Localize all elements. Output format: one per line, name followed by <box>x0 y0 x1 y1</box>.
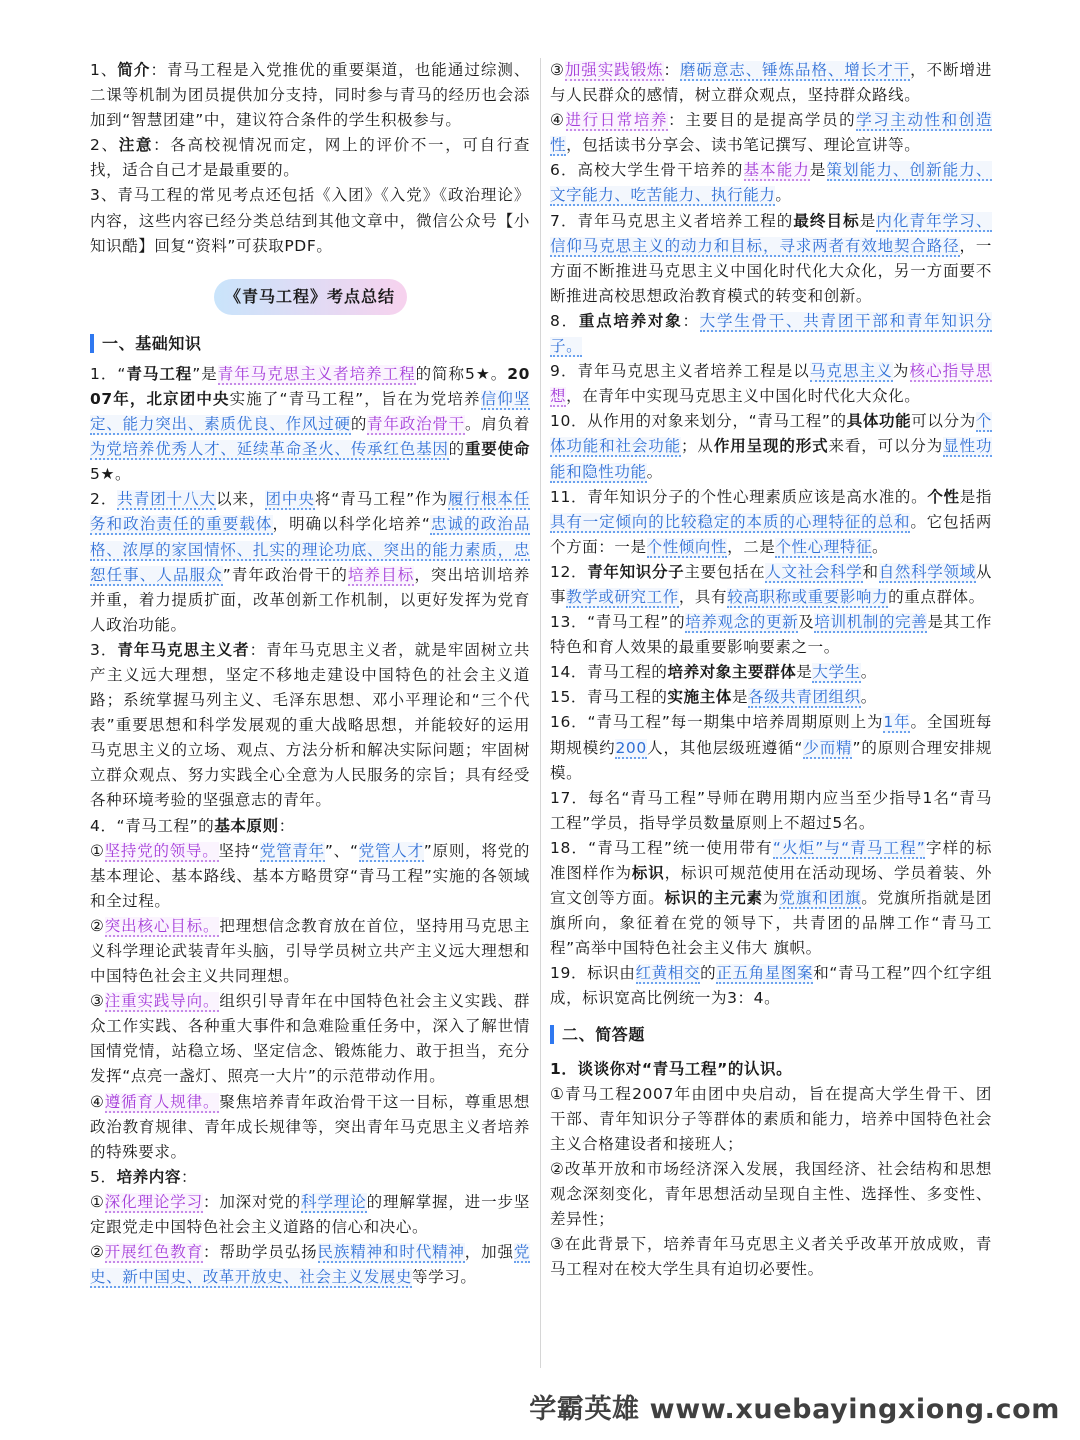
item-5 <box>90 1165 530 1190</box>
text-segment: 个体功能和社会功能 <box>550 412 992 456</box>
content-4 <box>550 108 992 158</box>
text-segment: 200 <box>615 738 647 757</box>
text-segment: 基本能力 <box>743 161 810 180</box>
section-heading-short-answer: 二、简答题 <box>550 1022 992 1047</box>
principle-4 <box>90 1090 530 1165</box>
intro-3-text: 3、青马工程的常见考点还包括《入团》《入党》《政治理论》内容，这些内容已经分类总结到其他文章中，微信公众号【小知识酷】回复“资料”可获取PDF。 <box>90 186 530 255</box>
text-segment: 1．“ <box>90 364 126 383</box>
text-segment: 忠诚的政治品格、浓厚的家国情怀、扎实的理论功底、突出的能力素质，忠恕任事、人品服众 <box>90 515 530 584</box>
text-segment: 加强实践锻炼 <box>564 61 664 79</box>
text-segment: 策划能力、创新能力、文字能力、吃苦能力、执行能力 <box>550 161 992 205</box>
text-segment: 的重点群体。 <box>888 587 985 606</box>
text-segment: 是 <box>731 688 749 707</box>
right-column <box>550 58 992 1283</box>
text-segment: 可以分为 <box>911 412 976 431</box>
content-1 <box>90 1190 530 1240</box>
text-segment: ：帮助学员弘扬 <box>202 1243 318 1262</box>
text-segment: 坚持“ <box>218 841 260 860</box>
item-3 <box>90 638 530 814</box>
item-16 <box>550 710 992 785</box>
text-segment: 8． <box>550 311 579 330</box>
text-segment: ② <box>90 916 105 935</box>
text-segment: 。 <box>860 688 877 707</box>
text-segment: 9．青年马克思主义者培养工程是以 <box>550 362 810 381</box>
text-segment: ③ <box>90 992 105 1011</box>
text-segment: 注重实践导向。 <box>104 992 220 1011</box>
text-segment: ： <box>663 61 680 79</box>
item-7 <box>550 209 992 309</box>
text-segment: 人，其他层级班遵循“ <box>646 738 804 757</box>
answer-2 <box>550 1157 992 1232</box>
text-segment: 作用呈现的形式 <box>713 437 829 456</box>
text-segment: ，具有 <box>678 587 728 606</box>
text-segment: ： <box>682 311 700 330</box>
text-segment: ，明确以科学化培养“ <box>272 515 431 534</box>
text-segment: 为 <box>762 889 780 908</box>
text-segment: 等学习。 <box>412 1268 477 1287</box>
text-segment: 和 <box>862 562 879 581</box>
text-segment: 17．每名“青马工程”导师在聘用期内应当至少指导1名“青马工程”学员，指导学员数量原则上不超过5名。 <box>550 788 992 832</box>
question-1 <box>550 1057 992 1082</box>
text-segment: 党旗和团旗 <box>779 889 862 908</box>
text-segment: 履行根本任务和政治责任的重要载体 <box>90 490 530 534</box>
text-segment: 来看，可以分为 <box>828 437 944 456</box>
text-segment: 培养对象主要群体 <box>667 663 797 682</box>
text-segment: ③在此背景下，培养青年马克思主义者关乎改革开放成败，青马工程对在校大学生具有迫切必要性。 <box>550 1235 992 1279</box>
text-segment: 青年知识分子 <box>587 562 685 581</box>
text-segment: ”、“ <box>324 841 359 860</box>
text-segment: 。 <box>872 537 889 556</box>
intro-2-label: 注意 <box>118 136 154 155</box>
text-segment: 。 <box>646 462 663 481</box>
text-segment: 为党培养优秀人才、延续革命圣火、传承红色基因 <box>90 440 449 459</box>
text-segment: 具体功能 <box>846 412 912 431</box>
text-segment: 12． <box>550 562 588 581</box>
text-segment: ，包括读书分享会、读书笔记撰写、理论宣讲等。 <box>566 136 921 155</box>
answer-3 <box>550 1232 992 1282</box>
text-segment: 18．“青马工程”统一使用带有 <box>550 838 773 857</box>
text-segment: 个性心理特征 <box>775 537 873 556</box>
text-segment: 以来， <box>216 490 266 509</box>
text-segment: ④ <box>90 1092 105 1111</box>
text-segment: 团中央 <box>265 490 315 509</box>
text-segment: 具有一定倾向的比较稳定的本质的心理特征的总和 <box>550 512 911 531</box>
text-segment: ： <box>180 1167 198 1186</box>
text-segment: 各级共青团组织 <box>748 688 861 707</box>
text-segment: 1．谈谈你对“青马工程”的认识。 <box>550 1059 793 1078</box>
text-segment: ；从 <box>681 437 714 456</box>
text-segment: 党管青年 <box>259 841 325 860</box>
item-6 <box>550 158 992 208</box>
text-segment: 培养目标 <box>347 565 415 584</box>
text-segment: 少而精 <box>803 738 853 757</box>
item-15 <box>550 685 992 710</box>
text-segment: 科学理论 <box>301 1192 367 1211</box>
text-segment: ，加强 <box>464 1243 514 1262</box>
text-segment: 培训机制的完善 <box>814 613 928 632</box>
text-segment: 和“青马工程”四个红字组成，标识宽高比例统一为3：4。 <box>550 964 992 1008</box>
text-segment: ，标识可规范使用在活动现场、学员着装、外宣文创等方面。 <box>550 864 992 908</box>
text-segment: 青年马克思主义者 <box>117 640 250 659</box>
intro-1-number: 1、 <box>90 61 118 79</box>
footer-watermark: 学霸英雄 www.xuebayingxiong.com <box>529 1394 1060 1425</box>
text-segment: 实施主体 <box>667 688 732 707</box>
text-segment: 共青团十八大 <box>117 490 217 509</box>
text-segment: 青马工程 <box>125 364 193 383</box>
text-segment: 是 <box>859 211 877 230</box>
text-segment: ① <box>90 841 105 860</box>
item-11 <box>550 485 992 560</box>
text-segment: ，突出培训培养并重，着力提质扩面，改革创新工作机制，以更好发挥为党育人政治功能。 <box>90 565 530 634</box>
text-segment: 青年政治骨干 <box>367 415 465 434</box>
text-segment: “火炬”与“青马工程” <box>772 838 926 857</box>
text-segment: 突出核心目标。 <box>104 916 220 935</box>
text-segment: 标识的主元素 <box>664 889 763 908</box>
text-segment: 正五角星图案 <box>716 964 814 983</box>
text-segment: 显性功能和隐性功能 <box>550 437 993 481</box>
text-segment: 组织引导青年在中国特色社会主义实践、群众工作实践、各种重大事件和急难险重任务中，深入了解世情国情党情，站稳立场、坚定信念、锻炼能力、敢于担当，充分发挥“点亮一盏灯、照亮一大片”的示范带动作用。 <box>90 992 530 1086</box>
item-1 <box>90 362 530 487</box>
text-segment: 开展红色教育 <box>104 1243 203 1262</box>
intro-1 <box>90 58 530 133</box>
text-segment: 把理想信念教育放在首位，坚持用马克思主义科学理论武装青年头脑，引导学员树立共产主义远大理想和中国特色社会主义共同理想。 <box>90 916 530 986</box>
page-title: 《青马工程》考点总结 <box>214 279 407 315</box>
text-segment: 大学生 <box>812 663 861 682</box>
text-segment: 5． <box>90 1167 117 1186</box>
text-segment: ”青年政治骨干的 <box>222 565 348 584</box>
section-heading-basic-knowledge: 一、基础知识 <box>90 331 530 356</box>
item-2 <box>90 487 530 638</box>
item-8 <box>550 309 992 359</box>
text-segment: 是指 <box>959 487 992 506</box>
intro-2-number: 2、 <box>90 136 119 155</box>
text-segment: 自然科学领域 <box>878 562 976 581</box>
text-segment: 2． <box>90 490 118 509</box>
item-14 <box>550 660 992 685</box>
left-column <box>90 58 530 1290</box>
text-segment: 。 <box>775 186 792 205</box>
text-segment: ，二是 <box>727 537 776 556</box>
text-segment: 4．“青马工程”的 <box>90 816 215 835</box>
text-segment: ，一方面不断推进马克思主义中国化时代化大众化，另一方面要不断推进高校思想政治教育模式的转变和创新。 <box>550 236 992 305</box>
text-segment: ②改革开放和市场经济深入发展，我国经济、社会结构和思想观念深刻变化，青年思想活动呈现自主性、选择性、多变性、差异性； <box>550 1160 992 1229</box>
text-segment: 坚持党的领导。 <box>104 841 219 860</box>
text-segment: 教学或研究工作 <box>566 587 679 606</box>
text-segment: 最终目标 <box>793 211 860 230</box>
intro-1-text: ：青马工程是入党推优的重要渠道，也能通过综测、二课等机制为团员提供加分支持，同时参与青马的经历也会添加到“智慧团建”中，建议符合条件的学生积极参与。 <box>90 61 530 130</box>
text-segment: ： <box>278 816 295 835</box>
intro-1-label: 简介 <box>117 61 151 79</box>
text-segment: 核心指导思想 <box>550 362 992 406</box>
text-segment: ③ <box>550 61 565 79</box>
text-segment: 16．“青马工程”每一期集中培养周期原则上为 <box>550 713 884 732</box>
text-segment: 基本原则 <box>214 816 279 835</box>
principle-2 <box>90 914 530 989</box>
text-segment: 19．标识由 <box>550 964 636 983</box>
text-segment: 的 <box>350 415 368 434</box>
text-segment: ，在青年中实现马克思主义中国化时代化大众化。 <box>566 387 921 406</box>
item-4 <box>90 814 530 839</box>
text-segment: ④ <box>550 111 566 130</box>
text-segment: 内化青年学习、信仰马克思主义的动力和目标，寻求两者有效地契合路径 <box>550 211 992 255</box>
text-segment: ”的原则合理安排规模。 <box>550 738 992 782</box>
text-segment: 的理解掌握，进一步坚定跟党走中国特色社会主义道路的信心和决心。 <box>90 1192 530 1237</box>
text-segment: 遵循育人规律。 <box>104 1092 220 1111</box>
text-segment: 2007年，北京团中央 <box>90 364 531 408</box>
item-10 <box>550 409 992 484</box>
text-segment: 7．青年马克思主义者培养工程的 <box>550 211 794 230</box>
text-segment: 信仰坚定、能力突出、素质优良、作风过硬 <box>90 389 530 434</box>
text-segment: 人文社会科学 <box>765 562 863 581</box>
text-segment: ① <box>90 1192 105 1211</box>
text-segment: ①青马工程2007年由团中央启动，旨在提高大学生骨干、团干部、青年知识分子等群体的素质和能力，培养中国特色社会主义合格建设者和接班人； <box>550 1084 992 1153</box>
text-segment: 马克思主义 <box>809 362 893 381</box>
text-segment: 主要包括在 <box>684 562 766 581</box>
text-segment: 11．青年知识分子的个性心理素质应该是高水准的。 <box>550 487 928 506</box>
principle-3 <box>90 989 530 1089</box>
item-19 <box>550 961 992 1011</box>
text-segment: ② <box>90 1243 105 1262</box>
text-segment: 深化理论学习 <box>104 1192 203 1211</box>
text-segment: ：主要目的是提高学员的 <box>668 111 857 130</box>
text-segment: 重要使命 <box>464 440 530 459</box>
text-segment: 。党旗所指就是团旗所向，象征着在党的领导下，共青团的品牌工作“青马工程”高举中国特色社会主义伟大 旗帜。 <box>550 889 992 958</box>
text-segment: 磨砺意志、锤炼品格、增长才干 <box>679 61 911 79</box>
intro-2-text: ：各高校视情况而定，网上的评价不一，可自行查找，适合自己才是最重要的。 <box>90 136 531 180</box>
text-segment: 。 <box>860 663 877 682</box>
text-segment: 的简称5★。 <box>415 364 508 383</box>
text-segment: 个性 <box>927 487 960 506</box>
text-segment: 聚焦培养青年政治骨干这一目标，尊重思想政治教育规律、青年成长规律等，突出青年马克思主义者培养的特殊要求。 <box>90 1092 530 1161</box>
item-18 <box>550 836 992 961</box>
text-segment: 5★。 <box>90 465 132 484</box>
text-segment: 红黄相交 <box>635 964 701 983</box>
text-segment: ：青年马克思主义者，就是牢固树立共产主义远大理想，坚定不移地走建设中国特色的社会主义道路；系统掌握马列主义、毛泽东思想、邓小平理论和“三个代表”重要思想和科学发展观的重大战略思想，并能较好的运用马克思主义的立场、观点、方法分析和解决实际问题；牢固树立群众观点、努力实践全心全意为人民服务的宗旨；具有经受各种环境考验的坚强意志的青年。 <box>90 640 531 810</box>
text-segment: 3． <box>90 640 118 659</box>
text-segment: ，不断增进与人民群众的感情，树立群众观点，坚持群众路线。 <box>550 61 992 105</box>
text-segment: 从事 <box>550 562 992 606</box>
text-segment: 。肩负着 <box>464 415 530 434</box>
text-segment: 及 <box>798 613 815 632</box>
text-segment: 大学生骨干、共青团干部和青年知识分子。 <box>550 311 993 356</box>
text-segment: 党管人才 <box>358 841 424 860</box>
text-segment: 培养观念的更新 <box>685 613 799 632</box>
text-segment: 为 <box>892 362 910 381</box>
content-3 <box>550 58 992 108</box>
text-segment: 民族精神和时代精神 <box>317 1243 465 1262</box>
text-segment: 党史、新中国史、改革开放史、社会主义发展史 <box>90 1243 530 1287</box>
text-segment: ”是 <box>192 364 218 383</box>
text-segment: 个性倾向性 <box>646 537 728 556</box>
text-segment: 14．青马工程的 <box>550 663 668 682</box>
text-segment: 是 <box>809 161 827 180</box>
column-divider <box>540 58 541 1368</box>
item-17 <box>550 786 992 836</box>
item-9 <box>550 359 992 409</box>
text-segment: 重点培养对象 <box>578 311 683 330</box>
text-segment: 的 <box>448 440 465 459</box>
text-segment: 是 <box>796 663 813 682</box>
text-segment: 1年 <box>883 713 911 732</box>
text-segment: 6．高校大学生骨干培养的 <box>550 161 744 180</box>
text-segment: 实施了“青马工程”，旨在为党培养 <box>229 389 481 408</box>
text-segment: 进行日常培养 <box>565 111 669 130</box>
text-segment: 10．从作用的对象来划分，“青马工程”的 <box>550 412 847 431</box>
text-segment: 字样的标准图样作为 <box>550 838 992 882</box>
answer-1 <box>550 1082 992 1157</box>
text-segment: ”原则，将党的基本理论、基本路线、基本方略贯穿“青马工程”实施的各领域和全过程。 <box>90 841 530 910</box>
text-segment: 13．“青马工程”的 <box>550 613 686 632</box>
intro-3 <box>90 183 530 258</box>
item-13 <box>550 610 992 660</box>
item-12 <box>550 560 992 610</box>
text-segment: 。它包括两个方面：一是 <box>550 512 992 556</box>
content-2 <box>90 1240 530 1290</box>
principle-1 <box>90 839 530 914</box>
text-segment: 15．青马工程的 <box>550 688 668 707</box>
text-segment: ：加深对党的 <box>202 1192 302 1211</box>
text-segment: 青年马克思主义者培养工程 <box>217 364 416 383</box>
text-segment: 学习主动性和创造性 <box>550 111 992 155</box>
text-segment: 较高职称或重要影响力 <box>727 587 889 606</box>
text-segment: 的 <box>700 964 717 983</box>
text-segment: 将“青马工程”作为 <box>314 490 449 509</box>
text-segment: 。全国班每期规模约 <box>550 713 992 757</box>
text-segment: 标识 <box>631 864 665 882</box>
intro-2 <box>90 133 530 183</box>
text-segment: 培养内容 <box>116 1167 181 1186</box>
text-segment: 是其工作特色和育人效果的最重要影响要素之一。 <box>550 613 993 657</box>
